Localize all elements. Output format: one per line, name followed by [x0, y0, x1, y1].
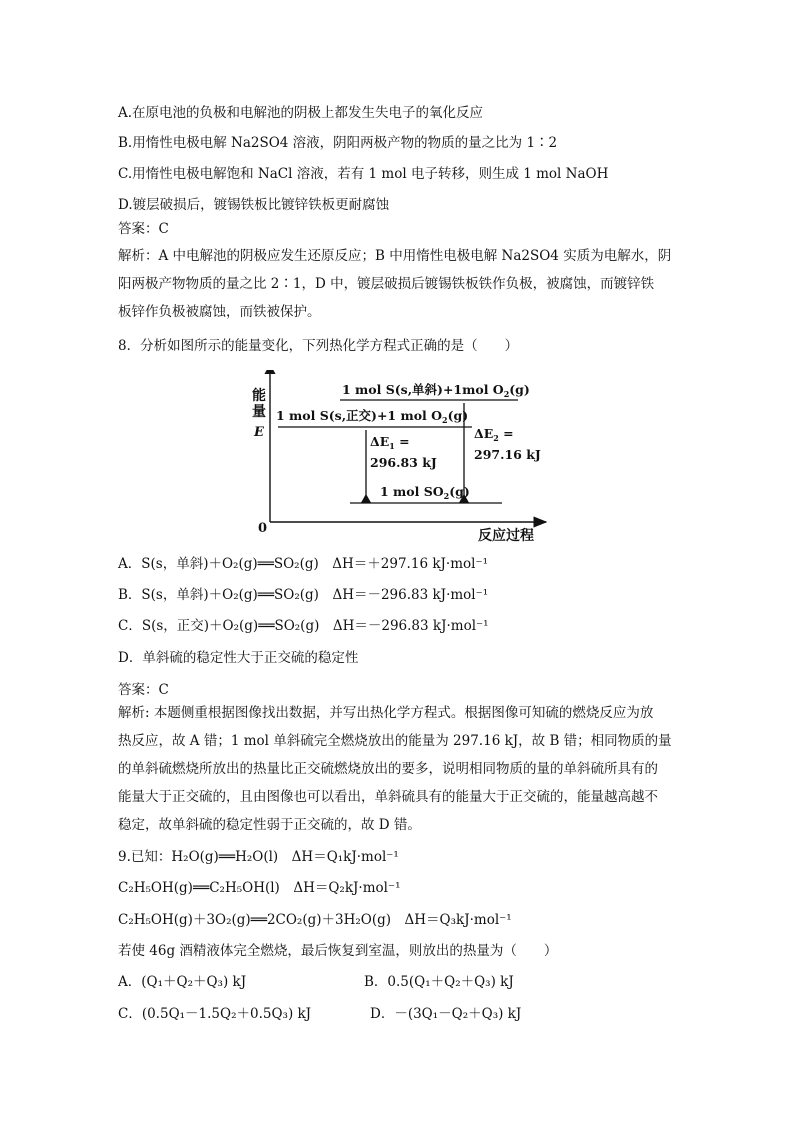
q7-option-a: A.在原电池的负极和电解池的阴极上都发生失电子的氧化反应 — [118, 105, 484, 121]
q7-analysis-line-2: 阳两极产物物质的量之比 2∶1，D 中，镀层破损后镀锡铁板铁作负极，被腐蚀，而镀锌铁 — [118, 276, 655, 292]
q7-option-c: C.用惰性电极电解饱和 NaCl 溶液，若有 1 mol 电子转移，则生成 1 mol NaOH — [118, 166, 609, 182]
mid-level-label: 1 mol S(s,正交)+1 mol $O_2(g)$ — [276, 408, 469, 425]
q9-stem: 9.已知：H₂O(g)══H₂O(l) ΔH＝Q₁kJ·mol⁻¹ — [118, 849, 399, 865]
q8-analysis-line-1: 解析: 本题侧重根据图像找出数据，并写出热化学方程式。根据图像可知硫的燃烧反应为放 — [118, 705, 654, 721]
y-axis-label-1: 能 — [252, 388, 266, 404]
q7-option-b: B.用惰性电极电解 Na2SO4 溶液，阴阳两极产物的物质的量之比为 1∶2 — [118, 135, 558, 151]
q7-analysis-line-3: 板锌作负极被腐蚀，而铁被保护。 — [118, 304, 321, 320]
q8-analysis-line-5: 稳定，故单斜硫的稳定性弱于正交硫的，故 D 错。 — [118, 817, 421, 833]
origin-label: 0 — [258, 521, 268, 536]
q8-option-c: C．S(s，正交)＋O₂(g)══SO₂(g) ΔH＝－296.83 kJ·mol⁻¹ — [118, 618, 489, 634]
q9-options-row-1 — [118, 972, 678, 992]
q8-answer: 答案：C — [118, 682, 169, 698]
q8-analysis-line-3: 的单斜硫燃烧所放出的热量比正交硫燃烧放出的要多，说明相同物质的量的单斜硫所具有的 — [118, 761, 658, 777]
delta-e1-value: 296.83 kJ — [370, 455, 437, 470]
delta-e1-label: $\Delta E_1$ = — [370, 434, 410, 451]
q9-option-d: D．－(3Q₁－Q₂＋Q₃) kJ — [370, 1006, 522, 1022]
q9-option-b: B．0.5(Q₁＋Q₂＋Q₃) kJ — [364, 974, 514, 990]
delta-e2-value: 297.16 kJ — [474, 447, 541, 462]
q8-analysis-line-2: 热反应，故 A 错；1 mol 单斜硫完全燃烧放出的能量为 297.16 kJ，故 B 错；相同物质的量 — [118, 733, 672, 749]
q7-analysis-line-1: 解析：A 中电解池的阴极应发生还原反应；B 中用惰性电极电解 Na2SO4 实质为电解水，阴 — [118, 248, 672, 264]
energy-diagram — [250, 370, 550, 550]
q9-option-c: C．(0.5Q₁－1.5Q₂＋0.5Q₃) kJ — [118, 1006, 312, 1022]
q8-analysis-line-4: 能量大于正交硫的，且由图像也可以看出，单斜硫具有的能量大于正交硫的，能量越高越不 — [118, 789, 658, 805]
q7-answer: 答案：C — [118, 221, 169, 237]
q8-stem: 8．分析如图所示的能量变化，下列热化学方程式正确的是（ ） — [118, 338, 519, 354]
y-axis-label-2: 量 — [252, 404, 266, 420]
q9-equation-3: C₂H₅OH(g)＋3O₂(g)══2CO₂(g)＋3H₂O(g) ΔH＝Q₃kJ·mol⁻¹ — [118, 912, 512, 928]
q9-options-row-2 — [118, 1004, 678, 1024]
q8-option-a: A．S(s，单斜)＋O₂(g)══SO₂(g) ΔH＝＋297.16 kJ·mol⁻¹ — [118, 556, 488, 572]
q8-option-d: D．单斜硫的稳定性大于正交硫的稳定性 — [118, 650, 359, 666]
delta-e2-label: $\Delta E_2$ = — [474, 426, 514, 443]
x-axis-label: 反应过程 — [478, 528, 534, 544]
bottom-level-label: 1 mol $SO_2(g)$ — [380, 484, 470, 501]
q9-equation-2: C₂H₅OH(g)══C₂H₅OH(l) ΔH＝Q₂kJ·mol⁻¹ — [118, 880, 401, 896]
q7-option-d: D.镀层破损后，镀锡铁板比镀锌铁板更耐腐蚀 — [118, 197, 390, 213]
q9-question: 若使 46g 酒精液体完全燃烧，最后恢复到室温，则放出的热量为（ ） — [118, 943, 558, 959]
y-axis-label-3: E — [254, 425, 264, 440]
q8-option-b: B．S(s，单斜)＋O₂(g)══SO₂(g) ΔH＝－296.83 kJ·mol⁻¹ — [118, 587, 489, 603]
q9-option-a: A．(Q₁＋Q₂＋Q₃) kJ — [118, 974, 247, 990]
top-level-label: 1 mol S(s,单斜)+1mol $O_2(g)$ — [342, 382, 530, 399]
